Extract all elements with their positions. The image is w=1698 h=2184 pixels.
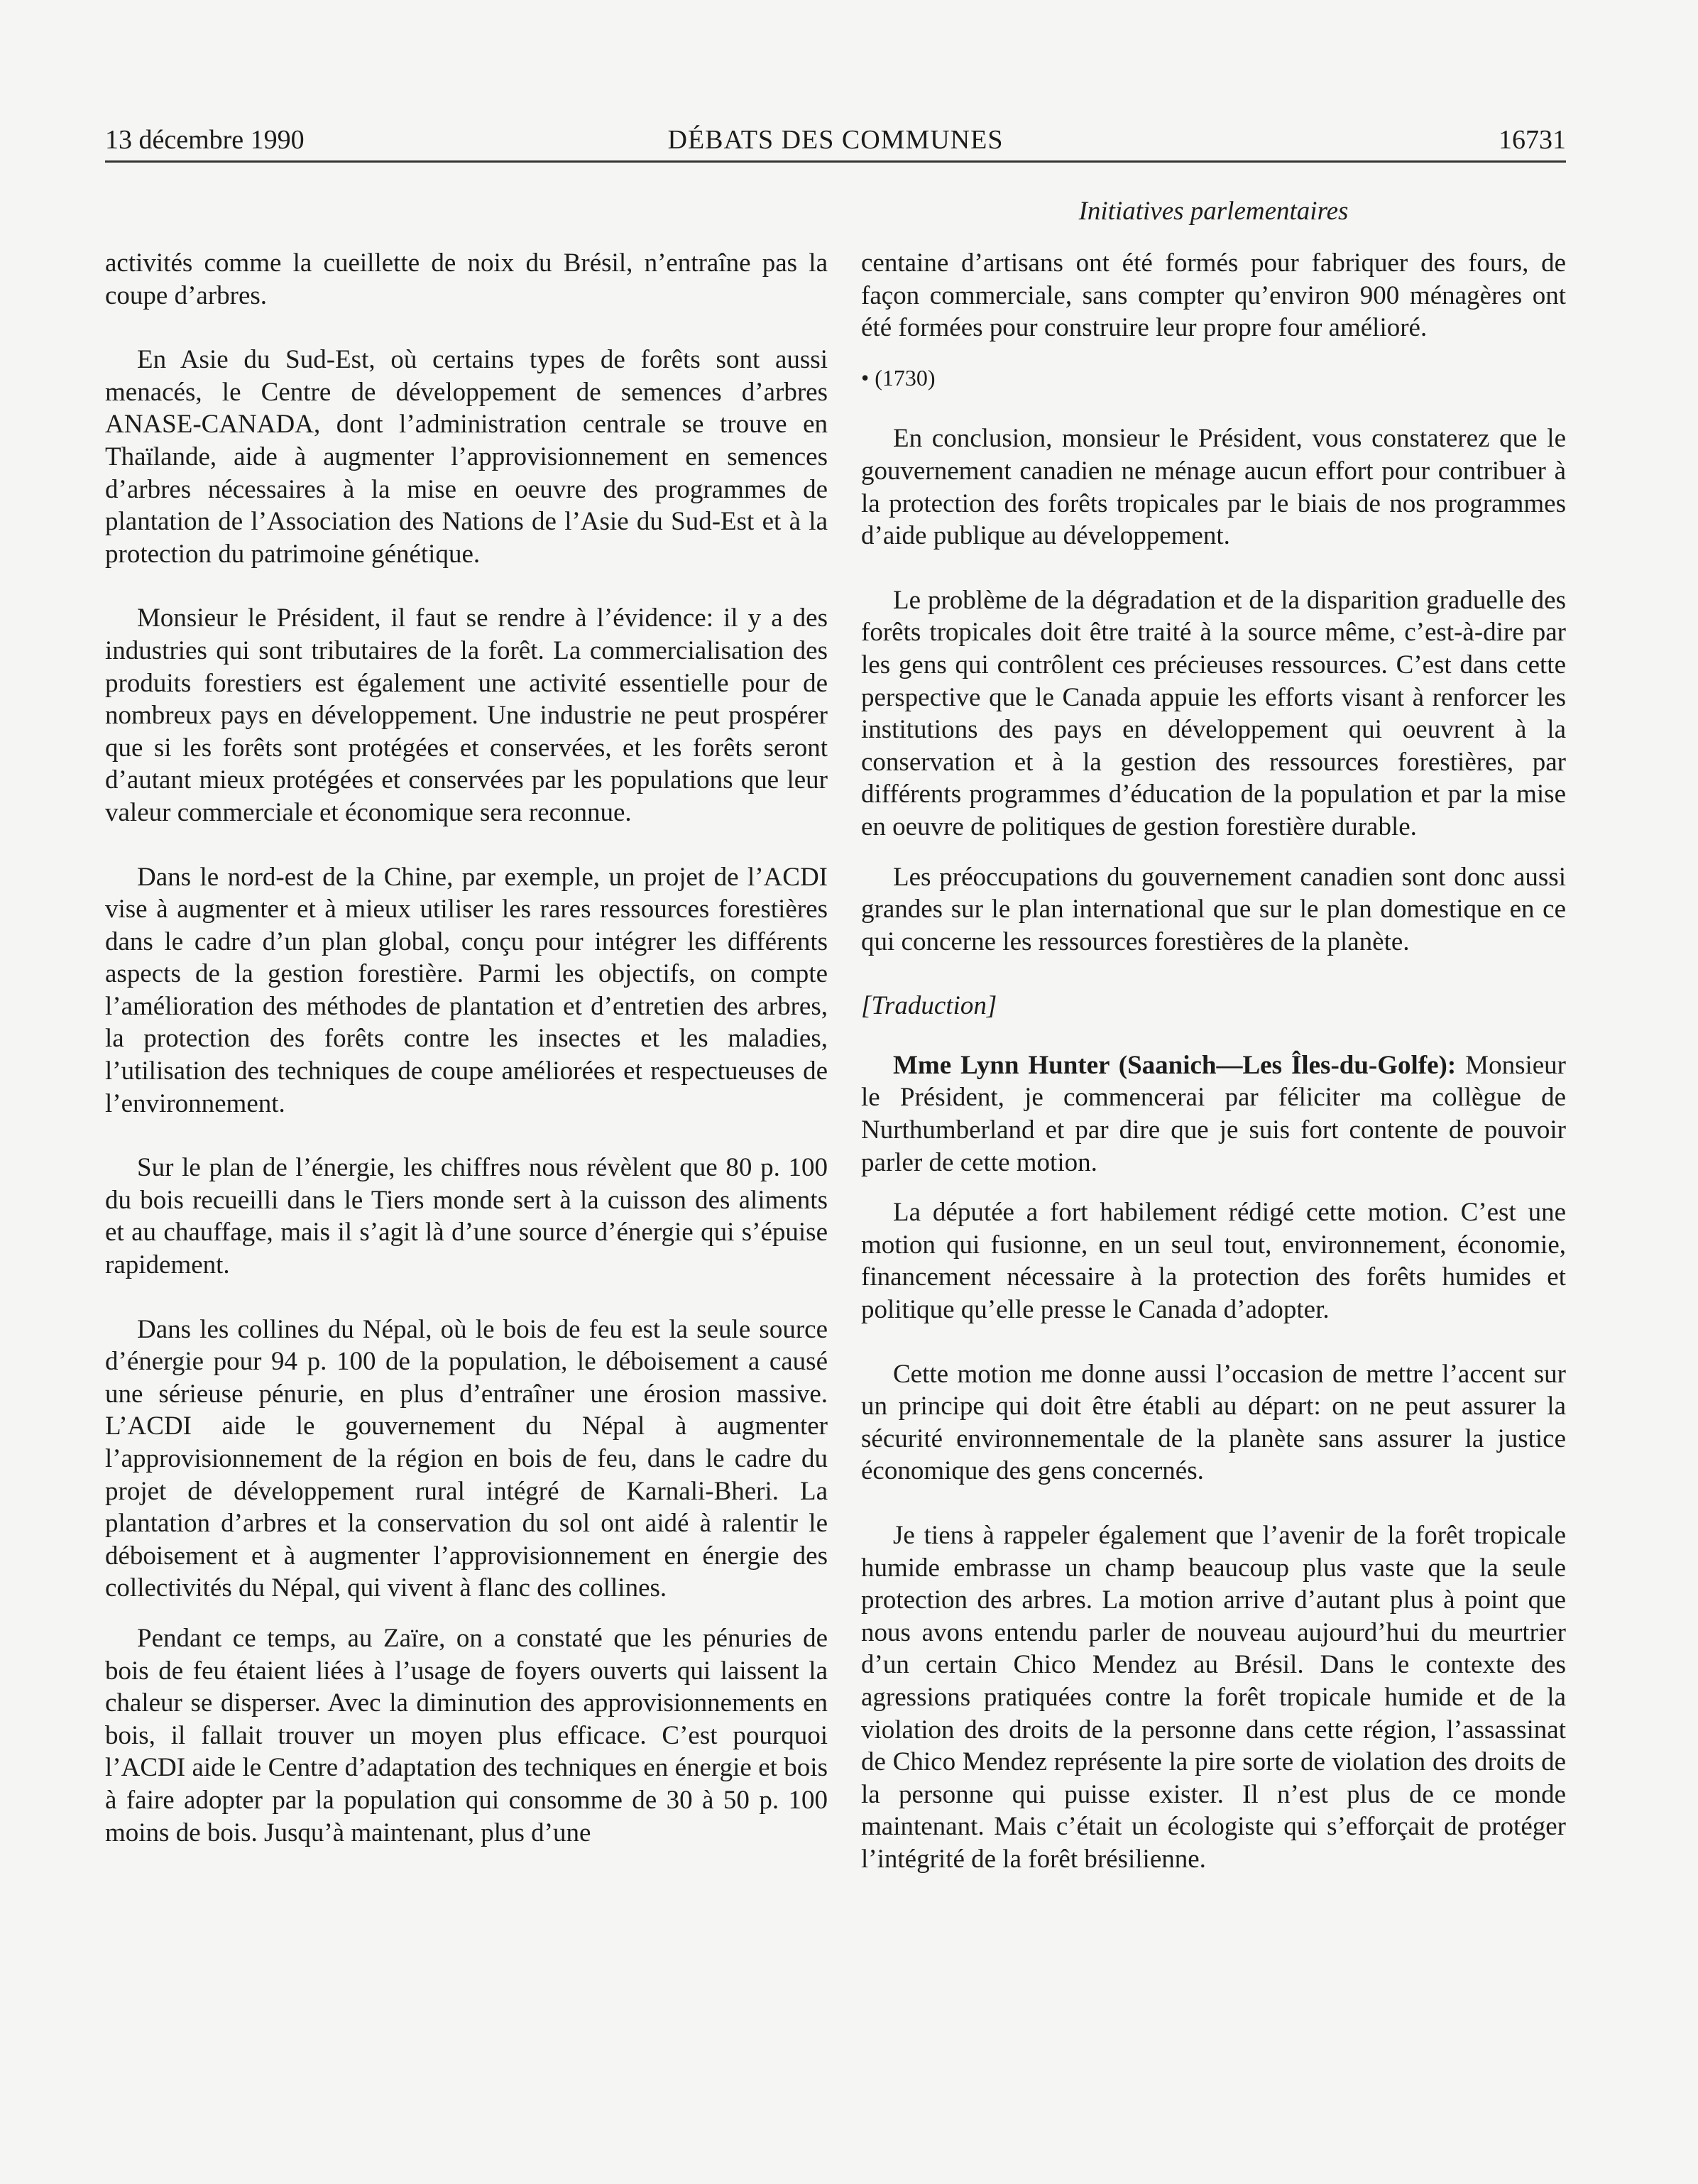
header-title: DÉBATS DES COMMUNES bbox=[667, 125, 1004, 155]
paragraph: activités comme la cueillette de noix du Brésil, n’entraîne pas la coupe d’arbres. bbox=[105, 249, 828, 310]
paragraph: Cette motion me donne aussi l’occasion de mettre l’accent sur un principe qui doit être établi au départ: on ne peut assurer la sécurité environnementale de la planète sans assurer la justice économique des gens concernés. bbox=[861, 1359, 1566, 1486]
right-column bbox=[861, 247, 1566, 1908]
paragraph: centaine d’artisans ont été formés pour fabriquer des fours, de façon commerciale, sans compter qu’environ 900 ménagères ont été formées pour construire leur propre four amélioré. bbox=[861, 249, 1566, 343]
section-title: Initiatives parlementaires bbox=[1078, 197, 1349, 226]
paragraph: Le problème de la dégradation et de la disparition graduelle des forêts tropicales doit être traité à la source même, c’est-à-dire par les gens qui contrôlent ces précieuses ressources. C’est dans cette perspective que le Canada appuie les efforts visant à renforcer les institutions des pays en développement qui oeuvrent à la conservation et à la gestion des ressources forestières, par différents programmes d’éducation de la population et par la mise en oeuvre de politiques de gestion forestière durable. bbox=[861, 585, 1566, 841]
speaker-text: Monsieur le Président, je commencerai par féliciter ma collègue de Nurthumberland et par dire que je suis fort contente de pouvoir parler de cette motion. bbox=[861, 1050, 1566, 1177]
header-page-number: 16731 bbox=[1499, 125, 1566, 155]
time-marker: • (1730) bbox=[861, 364, 936, 391]
header-rule bbox=[105, 160, 1566, 163]
left-column bbox=[105, 247, 828, 1881]
paragraph: La députée a fort habilement rédigé cette motion. C’est une motion qui fusionne, en un seul tout, environnement, économie, financement nécessaire à la protection des forêts humides et politique qu’elle presse le Canada d’adopter. bbox=[861, 1198, 1566, 1325]
paragraph: Dans le nord-est de la Chine, par exemple, un projet de l’ACDI vise à augmenter et à mieux utiliser les rares ressources forestières dans le cadre d’un plan global, conçu pour intégrer les différents aspects de la gestion forestière. Parmi les objectifs, on compte l’amélioration des méthodes de plantation et d’entretien des arbres, la protection des forêts contre les insectes et les maladies, l’utilisation des techniques de coupe améliorées et respectueuses de l’environnement. bbox=[105, 862, 828, 1118]
paragraph: En Asie du Sud-Est, où certains types de forêts sont aussi menacés, le Centre de développement de semences d’arbres ANASE-CANADA, dont l’administration centrale se trouve en Thaïlande, aide à augmenter l’approvisionnement en semences d’arbres nécessaires à la mise en oeuvre des programmes de plantation de l’Association des Nations de l’Asie du Sud-Est et à la protection du patrimoine génétique. bbox=[105, 345, 828, 569]
paragraph: En conclusion, monsieur le Président, vous constaterez que le gouvernement canadien ne ménage aucun effort pour contribuer à la protection des forêts tropicales par le biais de nos programmes d’aide publique au développement. bbox=[861, 424, 1566, 551]
paragraph: Dans les collines du Népal, où le bois de feu est la seule source d’énergie pour 94 p. 100 de la population, le déboisement a causé une sérieuse pénurie, en plus d’entraîner une érosion massive. L’ACDI aide le gouvernement du Népal à augmenter l’approvisionnement de la région en bois de feu, dans le cadre du projet de développement rural intégré de Karnali-Bheri. La plantation d’arbres et la conservation du sol ont aidé à ralentir le déboisement et à augmenter l’approvisionnement en énergie des collectivités du Népal, qui vivent à flanc des collines. bbox=[105, 1314, 828, 1603]
speaker-name: Mme Lynn Hunter (Saanich—Les Îles-du-Golfe): bbox=[893, 1050, 1457, 1080]
paragraph: Sur le plan de l’énergie, les chiffres nous révèlent que 80 p. 100 du bois recueilli dans le Tiers monde sert à la cuisson des aliments et au chauffage, mais il s’agit là d’une source d’énergie qui s’épuise rapidement. bbox=[105, 1153, 828, 1280]
speaker-paragraph bbox=[861, 1049, 1566, 1179]
paragraph: Les préoccupations du gouvernement canadien sont donc aussi grandes sur le plan international que sur le plan domestique en ce qui concerne les ressources forestières de la planète. bbox=[861, 862, 1566, 956]
page-header bbox=[105, 119, 1566, 160]
header-date: 13 décembre 1990 bbox=[105, 125, 305, 155]
translation-note: [Traduction] bbox=[861, 991, 997, 1021]
paragraph: Pendant ce temps, au Zaïre, on a constaté que les pénuries de bois de feu étaient liées à l’usage de foyers ouverts qui laissent la chaleur se disperser. Avec la diminution des approvisionnements en bois, il fallait trouver un moyen plus efficace. C’est pourquoi l’ACDI aide le Centre d’adaptation des techniques en énergie et bois à faire adopter par la population qui consomme de 30 à 50 p. 100 moins de bois. Jusqu’à maintenant, plus d’une bbox=[105, 1623, 828, 1847]
paragraph: Je tiens à rappeler également que l’avenir de la forêt tropicale humide embrasse un champ beaucoup plus vaste que la seule protection des arbres. La motion arrive d’autant plus à point que nous avons entendu parler de nouveau aujourd’hui du meurtrier d’un certain Chico Mendez au Brésil. Dans le contexte des agressions pratiquées contre la forêt tropicale humide et de la violation des droits de la personne dans cette région, l’assassinat de Chico Mendez représente la pire sorte de violation des droits de la personne qui puisse exister. Il n’est plus de ce monde maintenant. Mais c’était un écologiste qui s’efforçait de protéger l’intégrité de la forêt brésilienne. bbox=[861, 1521, 1566, 1874]
paragraph: Monsieur le Président, il faut se rendre à l’évidence: il y a des industries qui sont tributaires de la forêt. La commercialisation des produits forestiers est également une activité essentielle pour de nombreux pays en développement. Une industrie ne peut prospérer que si les forêts sont protégées et conservées, et les forêts seront d’autant mieux protégées et conservées par les populations que leur valeur commerciale et économique sera reconnue. bbox=[105, 604, 828, 827]
